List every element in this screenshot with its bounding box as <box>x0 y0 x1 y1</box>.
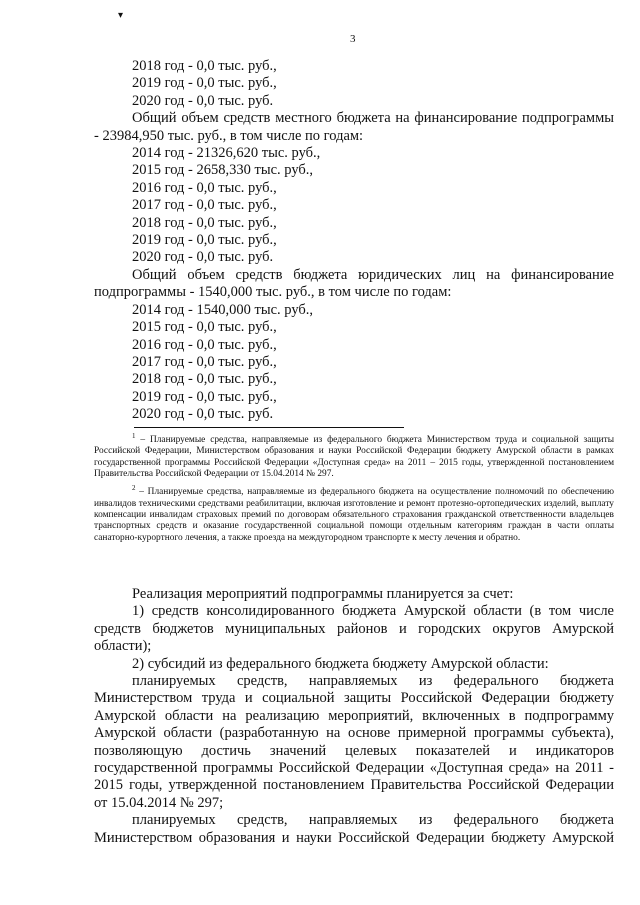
footnote-divider <box>134 427 404 428</box>
year-line: 2020 год - 0,0 тыс. руб. <box>132 406 274 423</box>
footnote-mark: 2 <box>132 484 136 493</box>
year-line: 2017 год - 0,0 тыс. руб., <box>132 197 277 214</box>
year-line: 2015 год - 0,0 тыс. руб., <box>132 319 277 336</box>
item-1: 1) средств консолидированного бюджета Амурской области (в том числе средств бюджетов муниципальных районов и городских округов Амурской области); <box>94 603 614 655</box>
year-line: 2016 год - 0,0 тыс. руб., <box>132 179 277 196</box>
year-line: 2017 год - 0,0 тыс. руб., <box>132 353 277 370</box>
subitem-education-ministry: планируемых средств, направляемых из федерального бюджета Министерством образования и науки Российской Федерации бюджету Амурской <box>94 812 614 846</box>
footnote-mark: 1 <box>132 432 136 440</box>
footnote-text: – Планируемые средства, направляемые из федерального бюджета на осуществление полномочий по обеспечению инвалидов техническими средствами реабилитации, включая изготовление и ремонт протезно-ортопедических изделий, выплату компенсации инвалидам страховых премий по договорам обязательного страхования гражданской ответственности владельцев транспортных средств и оказание государственной социальной помощи отдельным категориям граждан в части оплаты санаторно-курортного лечения, а также проезда на междугородном транспорте к месту лечения и обратно. <box>94 487 614 543</box>
implementation-intro: Реализация мероприятий подпрограммы планируется за счет: <box>132 586 514 602</box>
year-line: 2018 год - 0,0 тыс. руб., <box>132 371 277 388</box>
subitem-labor-ministry: планируемых средств, направляемых из федерального бюджета Министерством труда и социальной защиты Российской Федерации бюджету Амурской области на реализацию мероприятий, включенных в подпрограмму Амурской области (разработанную на основе примерной программы субъекта), позволяющую достичь значений целевых показателей и индикаторов государственной программы Российской Федерации «Доступная среда» на 2011 - 2015 годы, утвержденной постановлением Правительства Российской Федерации от 15.04.2014 № 297; <box>94 673 614 811</box>
year-line: 2020 год - 0,0 тыс. руб. <box>132 249 274 266</box>
year-line: 2016 год - 0,0 тыс. руб., <box>132 336 277 353</box>
implementation-section <box>94 586 614 847</box>
year-line: 2014 год - 21326,620 тыс. руб., <box>132 145 321 162</box>
year-line: 2014 год - 1540,000 тыс. руб., <box>132 301 314 318</box>
year-line: 2020 год - 0,0 тыс. руб. <box>132 92 274 109</box>
year-line: 2019 год - 0,0 тыс. руб., <box>132 75 277 92</box>
footnote <box>94 483 614 544</box>
footnotes <box>94 431 614 547</box>
funding-section <box>94 58 614 424</box>
page-number: 3 <box>350 33 356 45</box>
year-line: 2018 год - 0,0 тыс. руб., <box>132 58 277 74</box>
legal-entities-intro: Общий объем средств бюджета юридических лиц на финансирование подпрограммы - 1540,000 тыс. руб., в том числе по годам: <box>94 266 614 301</box>
year-line: 2015 год - 2658,330 тыс. руб., <box>132 162 314 179</box>
year-line: 2018 год - 0,0 тыс. руб., <box>132 214 277 231</box>
scan-mark: ▾ <box>118 10 124 21</box>
footnote <box>94 431 614 480</box>
year-line: 2019 год - 0,0 тыс. руб., <box>132 388 277 405</box>
year-line: 2019 год - 0,0 тыс. руб., <box>132 232 277 249</box>
item-2: 2) субсидий из федерального бюджета бюджету Амурской области: <box>132 655 549 672</box>
local-budget-intro: Общий объем средств местного бюджета на финансирование подпрограммы - 23984,950 тыс. руб., в том числе по годам: <box>94 110 614 144</box>
footnote-text: – Планируемые средства, направляемые из федерального бюджета Министерством труда и социальной защиты Российской Федерации, Министерством образования и науки Российской Федерации бюджету Амурской области в рамках государственной программы Российской Федерации «Доступная среда» на 2011 – 2015 годы, утвержденной постановлением Правительства Российской Федерации от 15.04.2014 № 297. <box>94 435 614 480</box>
